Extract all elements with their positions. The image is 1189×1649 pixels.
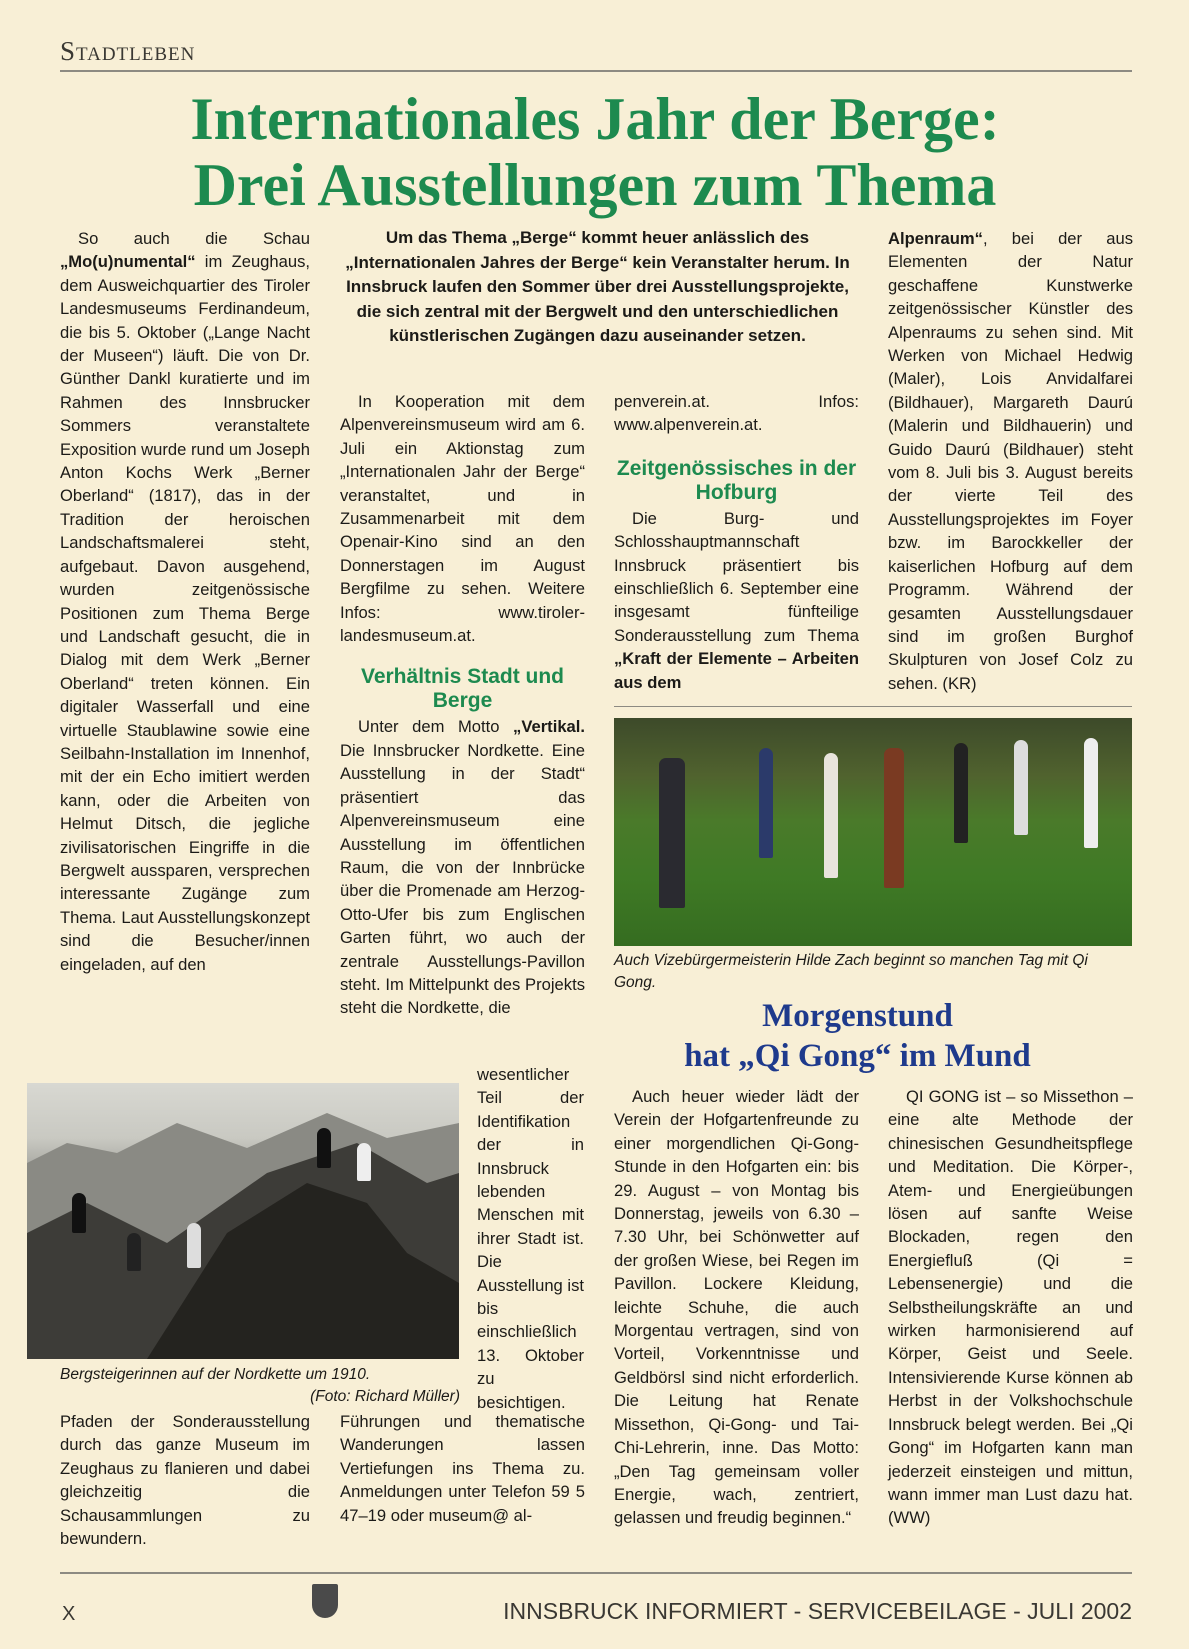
col4-lead-bold: Alpenraum“ — [888, 229, 983, 248]
col3-p2 — [614, 507, 859, 694]
mountain-caption — [60, 1364, 460, 1408]
qigong-caption: Auch Vizebürgermeisterin Hilde Zach beginnt so manchen Tag mit Qi Gong. — [614, 952, 1088, 991]
person-figure — [317, 1128, 331, 1168]
col2-subhead: Verhältnis Stadt und Berge — [360, 665, 565, 713]
person-figure — [357, 1143, 371, 1181]
header-rule — [60, 70, 1132, 72]
col3-subhead: Zeitgenössisches in der Hofburg — [616, 456, 857, 504]
mountain-caption-text: Bergsteigerinnen auf der Nordkette um 1910. — [60, 1366, 371, 1383]
col2-narrow-text: wesentlicher Teil der Identifikation der in Innsbruck lebenden Menschen mit ihrer Stadt ist. Die Ausstellung ist bis einschließlich 13. Oktober zu besichtigen. — [477, 1065, 584, 1412]
person-figure — [759, 748, 773, 858]
mountain-photo-credit: (Foto: Richard Müller) — [310, 1388, 460, 1405]
person-figure — [187, 1223, 201, 1268]
photo-rule — [614, 706, 1132, 707]
col3 — [614, 390, 859, 694]
person-figure — [659, 758, 685, 908]
mountain-photo — [27, 1083, 459, 1359]
article2-title-line-2: hat „Qi Gong“ im Mund — [684, 1038, 1031, 1074]
col4-body: , bei der aus Elementen der Natur geschaffene Kunstwerke zeitgenössischer Künstler des Alpenraums zu sehen sind. Mit Werken von Michael Hedwig (Maler), Lois Anvidalfarei (Bildhauer), Margareth Daurú (Malerin und Bildhauerin) und Guido Daurú (Bildhauer) steht vom 8. Juli bis 3. August bereits der vierte Teil des Ausstellungsprojektes im Foyer bzw. im Barockkeller der kaiserlichen Hofburg auf dem Programm. Während der gesamten Ausstellungsdauer sind im großen Burghof Skulpturen von Josef Colz zu sehen. (KR) — [888, 229, 1133, 693]
page-title — [40, 86, 1150, 218]
mountain-silhouette — [27, 1083, 459, 1359]
col1-bottom: Pfaden der Sonderausstellung durch das ganze Museum im Zeughaus zu flanieren und dabei gleichzeitig die Schausammlungen zu bewundern. — [60, 1412, 310, 1549]
title-line-1: Internationales Jahr der Berge: — [190, 86, 1000, 152]
col4-text — [888, 227, 1133, 695]
col2-p2-bold: „Vertikal. — [513, 717, 585, 737]
title-line-2: Drei Ausstellungen zum Thema — [193, 152, 997, 218]
person-figure — [72, 1193, 86, 1233]
person-figure — [884, 748, 904, 888]
qigong-photo — [614, 718, 1132, 946]
intro-paragraph: Um das Thema „Berge“ kommt heuer anlässlich des „Internationalen Jahres der Berge“ kein Veranstalter herum. In Innsbruck laufen den Sommer über drei Ausstellungsprojekte, die sich zentral mit der Bergwelt und den unterschiedlichen künstlerischen Zugängen dazu auseinander setzen. — [345, 228, 850, 345]
person-figure — [824, 753, 838, 878]
section-label: Stadtleben — [60, 36, 196, 66]
col1-lead: So auch die Schau — [78, 229, 310, 248]
col2-p1: In Kooperation mit dem Alpenvereinsmuseum wird am 6. Juli ein Aktionstag zum „Internationalen Jahr der Berge“ veranstaltet, und in Zusammenarbeit mit dem Openair-Kino sind an den Donnerstagen im August Bergfilme zu sehen. Weitere Infos: www.tiroler-landesmuseum.at. — [340, 392, 585, 646]
col2-bottom: Führungen und thematische Wanderungen lassen Vertiefungen ins Thema zu. Anmeldungen unter Telefon 59 5 47–19 oder museum@ al- — [340, 1412, 585, 1525]
col2-p2-a: Unter dem Motto — [358, 717, 514, 737]
page-number: X — [62, 1603, 76, 1625]
person-figure — [127, 1233, 141, 1271]
col3-p2-a: Die Burg- und Schlosshauptmannschaft Innsbruck präsentiert bis einschließlich 6. September eine insgesamt fünfteilige Sonderausstellung zum Thema — [614, 508, 859, 645]
coat-of-arms-logo — [312, 1584, 338, 1618]
person-figure — [1084, 738, 1098, 848]
article2-col-b: QI GONG ist – so Missethon – eine alte Methode der chinesischen Gesundheitspflege und Meditation. Die Körper-, Atem- und Energieübungen lösen auf sanfte Weise Blockaden, regen den Energiefluß (Qi = Lebensenergie) und die Selbstheilungskräfte an und wirken harmonisierend auf Körper, Geist und Seele. Intensivierende Kurse können ab Herbst in der Volkshochschule Innsbruck belegt werden. Bei „Qi Gong“ im Hofgarten kann man jederzeit einsteigen und mittun, wann immer man Lust dazu hat. (WW) — [888, 1087, 1133, 1528]
col1-body: im Zeughaus, dem Ausweichquartier des Tiroler Landesmuseums Ferdinandeum, die bis 5. Oktober („Lange Nacht der Museen“) läuft. Die von Dr. Günther Dankl kuratierte und im Rahmen des Innsbrucker Sommers veranstaltete Exposition wurde rund um Joseph Anton Kochs Werk „Berner Oberland“ (1817), das in der Tradition der heroischen Landschaftsmalerei steht, aufgebaut. Davon ausgehend, wurden zeitgenössische Positionen zum Thema Berge und Landschaft gesucht, die in Dialog mit dem Werk „Berner Oberland“ treten können. Ein digitaler Wasserfall und eine virtuelle Staublawine sowie eine Seilbahn-Installation im Innenhof, mit der ein Echo imitiert werden kann, oder die Arbeiten von Helmut Ditsch, die jegliche zivilisatorischen Eingriffe in die Bergwelt aussparen, versprechen interessante Zugänge zum Thema. Laut Ausstellungskonzept sind die Besucher/innen eingeladen, auf den — [60, 252, 310, 974]
col2-p2 — [340, 715, 585, 1019]
article2-col-a: Auch heuer wieder lädt der Verein der Hofgartenfreunde zu einer morgendlichen Qi-Gong-Stunde in den Hofgarten ein: bis 29. August – von Montag bis Donnerstag, jeweils von 6.30 – 7.30 Uhr, bei Schönwetter auf der großen Wiese, bei Regen im Pavillon. Lockere Kleidung, leichte Schuhe, die auch Morgentau vertragen, sind von Vorteil, Vorkenntnisse und Geldbörsl sind nicht erforderlich. Die Leitung hat Renate Missethon, Qi-Gong- und Tai-Chi-Lehrerin, inne. Das Motto: „Den Tag gemeinsam voller Energie, wach, zentriert, gelassen und freudig beginnen.“ — [614, 1087, 859, 1528]
col3-p2-bold: „Kraft der Elemente – Arbeiten aus dem — [614, 649, 859, 692]
article2-title — [585, 996, 1130, 1076]
col3-p1: penverein.at. Infos: www.alpenverein.at. — [614, 392, 859, 435]
person-figure — [954, 743, 968, 843]
col1-lead-bold: „Mo(u)numental“ — [60, 252, 196, 272]
publication-name: INNSBRUCK INFORMIERT - SERVICEBEILAGE - JULI 2002 — [503, 1598, 1132, 1624]
person-figure — [1014, 740, 1028, 835]
col1-text — [60, 227, 310, 976]
col2-p2-b: Die Innsbrucker Nordkette. Eine Ausstellung in der Stadt“ präsentiert das Alpenvereinsmuseum eine Ausstellung im öffentlichen Raum, die von der Innbrücke über die Promenade am Herzog-Otto-Ufer bis zum Englischen Garten führt, wo auch der zentrale Ausstellungs-Pavillon steht. Im Mittelpunkt des Projekts steht die Nordkette, die — [340, 740, 585, 1018]
footer-rule — [60, 1572, 1132, 1574]
col2 — [340, 390, 585, 1020]
article2-title-line-1: Morgenstund — [762, 998, 953, 1034]
